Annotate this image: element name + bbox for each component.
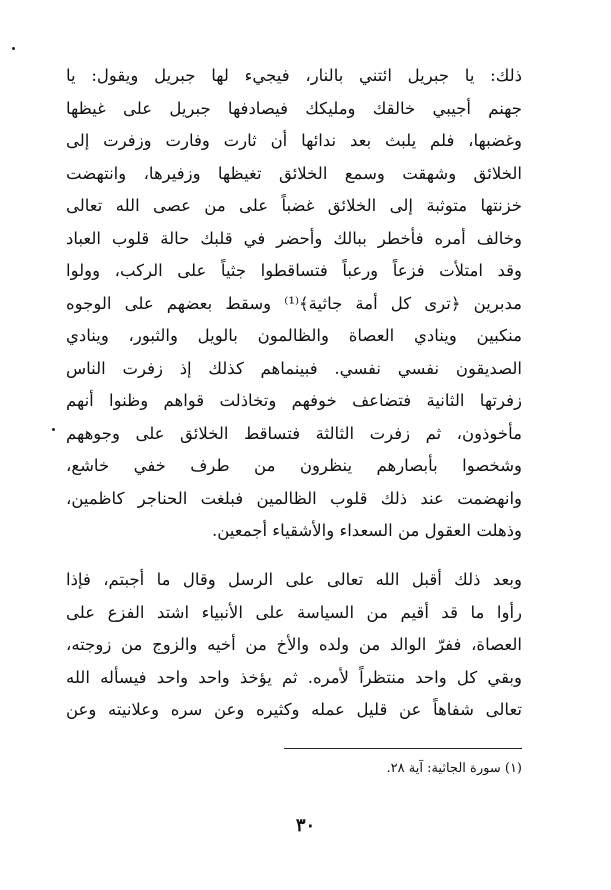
text-line: تعالى شفاهاً عن قليل عمله وكثيره وعن سره وعلانيته وعن: [66, 700, 522, 719]
text-line: وغضبها، فلم يلبث بعد ندائها أن ثارت وفارت وزفرت إلى: [66, 131, 522, 150]
text-line: وذهلت العقول من السعداء والأشقياء أجمعين.: [212, 521, 522, 540]
text-line: العصاة، ففرّ الوالد من ولده والأخ من أخيه والزوج من زوجته،: [66, 635, 522, 654]
text-line: وخالف أمره فأخطر ببالك وأحضر في قلبك حالة قلوب العباد: [66, 228, 522, 248]
page-number: ٣٠: [295, 815, 316, 836]
paragraph-2: [66, 564, 522, 727]
text-line: مأخوذون، ثم زفرت الثالثة فتساقط الخلائق على وجوههم: [66, 423, 522, 443]
text-line: زفرتها الثانية فتضاعف خوفهم وتخاذلت قواهم وظنوا أنهم: [66, 391, 522, 410]
text-line: وبعد ذلك أقبل الله تعالى على الرسل وقال ما أجبتم، فإذا: [66, 570, 522, 589]
footnote-divider: [284, 748, 522, 749]
text-line: وانهضمت عند ذلك قلوب الظالمين فبلغت الحناجر كاظمين،: [66, 488, 522, 508]
text-line: الخلائق وشهقت وسمع الخلائق تغيظها وزفيرها، وانتهضت: [66, 163, 522, 183]
text-line: الصديقون نفسي نفسي. فبينماهم كذلك إذ زفرت الناس: [66, 358, 522, 378]
scan-speck: [12, 47, 15, 50]
paragraph-1: [66, 60, 522, 548]
text-line: وبقي كل واحد منتظراً لأمره. ثم يؤخذ واحد واحد فيسأله الله: [66, 667, 522, 687]
text-line: رأوا ما قد أقيم من السياسة على الأنبياء اشتد الفزع على: [66, 602, 522, 622]
text-line: مدبرين ﴿ترى كل أمة جاثية﴾⁽¹⁾ وسقط بعضهم على الوجوه: [66, 293, 522, 313]
text-line: وقد امتلأت فزعاً ورعباً فتساقطوا جثياً على الركب، وولوا: [66, 261, 522, 280]
text-line: ذلك: يا جبريل ائتني بالنار، فيجيء لها جبريل ويقول: يا: [66, 66, 522, 85]
text-line: جهنم أجيبي خالقك ومليكك فيصادفها جبريل على غيظها: [66, 98, 522, 118]
text-line: وشخصوا بأبصارهم ينظرون من طرف خفي خاشع،: [66, 456, 522, 475]
footnote: (١) سورة الجاثية: آية ٢٨.: [386, 761, 522, 776]
text-line: منكبين وينادي العصاة والظالمون بالويل والثبور، وينادي: [66, 326, 522, 345]
scan-speck: [52, 428, 55, 431]
text-line: خزنتها متوثبة إلى الخلائق غضباً على من عصى الله تعالى: [66, 196, 522, 215]
